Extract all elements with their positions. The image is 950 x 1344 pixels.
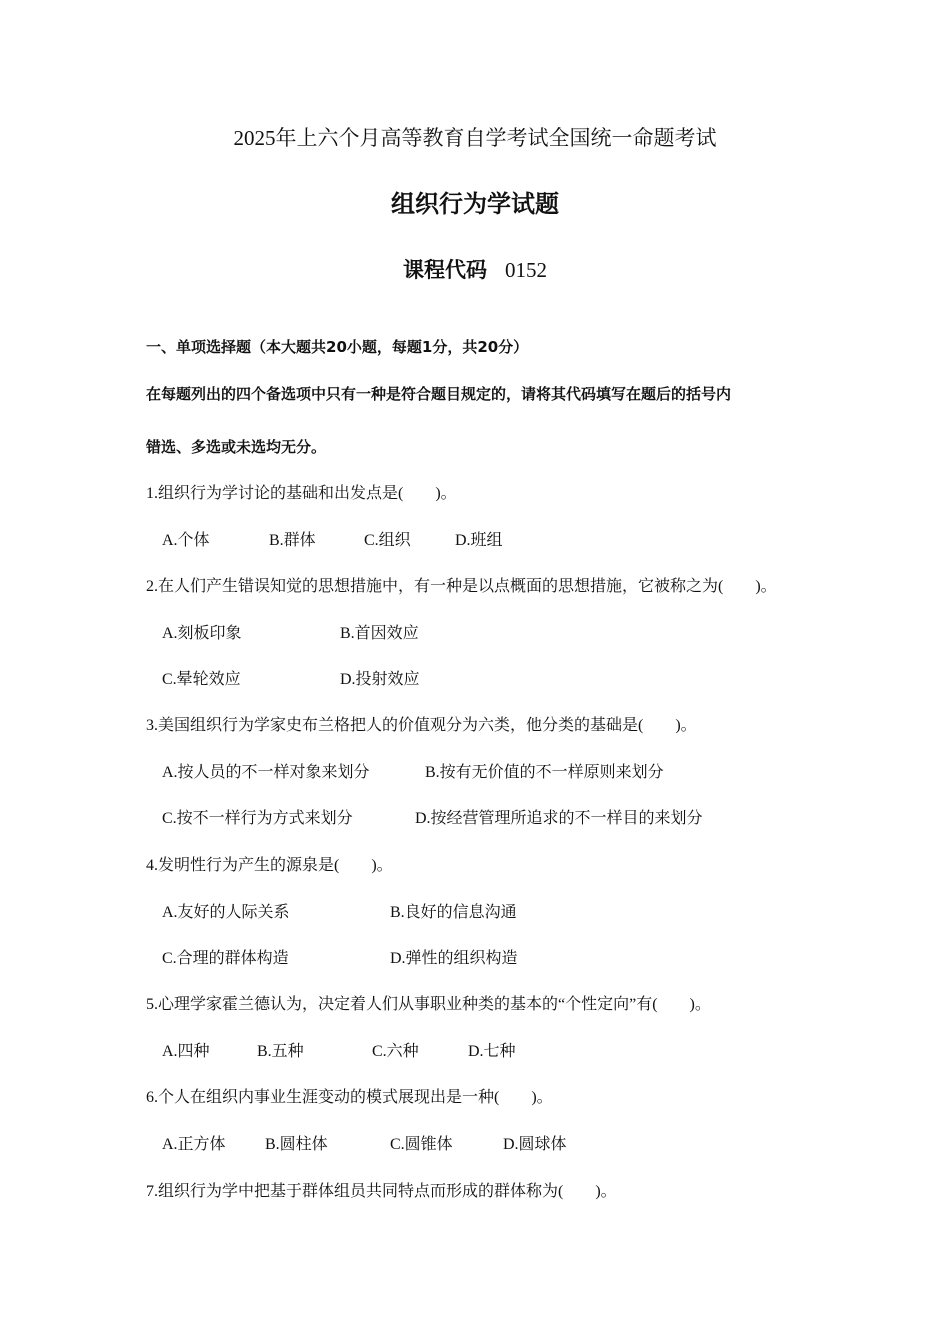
question-4-option-b: B.良好的信息沟通	[390, 904, 517, 921]
question-4-stem: 4.发明性行为产生的源泉是( )。	[146, 857, 393, 874]
question-1-option-d: D.班组	[455, 532, 503, 549]
question-6-option-b: B.圆柱体	[265, 1136, 328, 1153]
question-3-option-b: B.按有无价值的不一样原则来划分	[425, 764, 664, 781]
question-3-stem: 3.美国组织行为学家史布兰格把人的价值观分为六类，他分类的基础是( )。	[146, 717, 697, 734]
question-5-option-c: C.六种	[372, 1043, 419, 1060]
question-1-stem: 1.组织行为学讨论的基础和出发点是( )。	[146, 485, 457, 502]
question-3-option-c: C.按不一样行为方式来划分	[162, 810, 353, 827]
question-3-option-d: D.按经营管理所追求的不一样目的来划分	[415, 810, 703, 827]
course-code-line	[0, 254, 950, 284]
question-5-option-b: B.五种	[257, 1043, 304, 1060]
question-6-option-a: A.正方体	[162, 1136, 226, 1153]
question-2-option-d: D.投射效应	[340, 671, 420, 688]
question-1-option-c: C.组织	[364, 532, 411, 549]
exam-title: 2025年上六个月高等教育自学考试全国统一命题考试	[233, 126, 717, 150]
question-2-option-a: A.刻板印象	[162, 625, 242, 642]
question-5-stem: 5.心理学家霍兰德认为，决定着人们从事职业种类的基本的“个性定向”有( )。	[146, 996, 711, 1013]
question-2-option-c: C.晕轮效应	[162, 671, 241, 688]
section-heading: 一、单项选择题（本大题共20小题，每题1分，共20分）	[146, 338, 529, 356]
question-3-option-a: A.按人员的不一样对象来划分	[162, 764, 370, 781]
question-2-stem: 2.在人们产生错误知觉的思想措施中，有一种是以点概面的思想措施，它被称之为( )。	[146, 578, 777, 595]
question-4-option-c: C.合理的群体构造	[162, 950, 289, 967]
question-2-option-b: B.首因效应	[340, 625, 419, 642]
question-7-stem: 7.组织行为学中把基于群体组员共同特点而形成的群体称为( )。	[146, 1183, 617, 1200]
section-instruction-1: 在每题列出的四个备选项中只有一种是符合题目规定的，请将其代码填写在题后的括号内	[146, 385, 732, 403]
section-instruction-2: 错选、多选或未选均无分。	[146, 438, 327, 456]
question-5-option-d: D.七种	[468, 1043, 516, 1060]
question-5-option-a: A.四种	[162, 1043, 210, 1060]
question-6-stem: 6.个人在组织内事业生涯变动的模式展现出是一种( )。	[146, 1089, 553, 1106]
question-6-option-d: D.圆球体	[503, 1136, 567, 1153]
question-4-option-a: A.友好的人际关系	[162, 904, 290, 921]
course-code-label: 课程代码	[403, 258, 487, 282]
question-1-option-a: A.个体	[162, 532, 210, 549]
question-6-option-c: C.圆锥体	[390, 1136, 453, 1153]
subject-title: 组织行为学试题	[391, 190, 559, 218]
question-4-option-d: D.弹性的组织构造	[390, 950, 518, 967]
course-code: 0152	[505, 258, 547, 282]
question-1-option-b: B.群体	[269, 532, 316, 549]
